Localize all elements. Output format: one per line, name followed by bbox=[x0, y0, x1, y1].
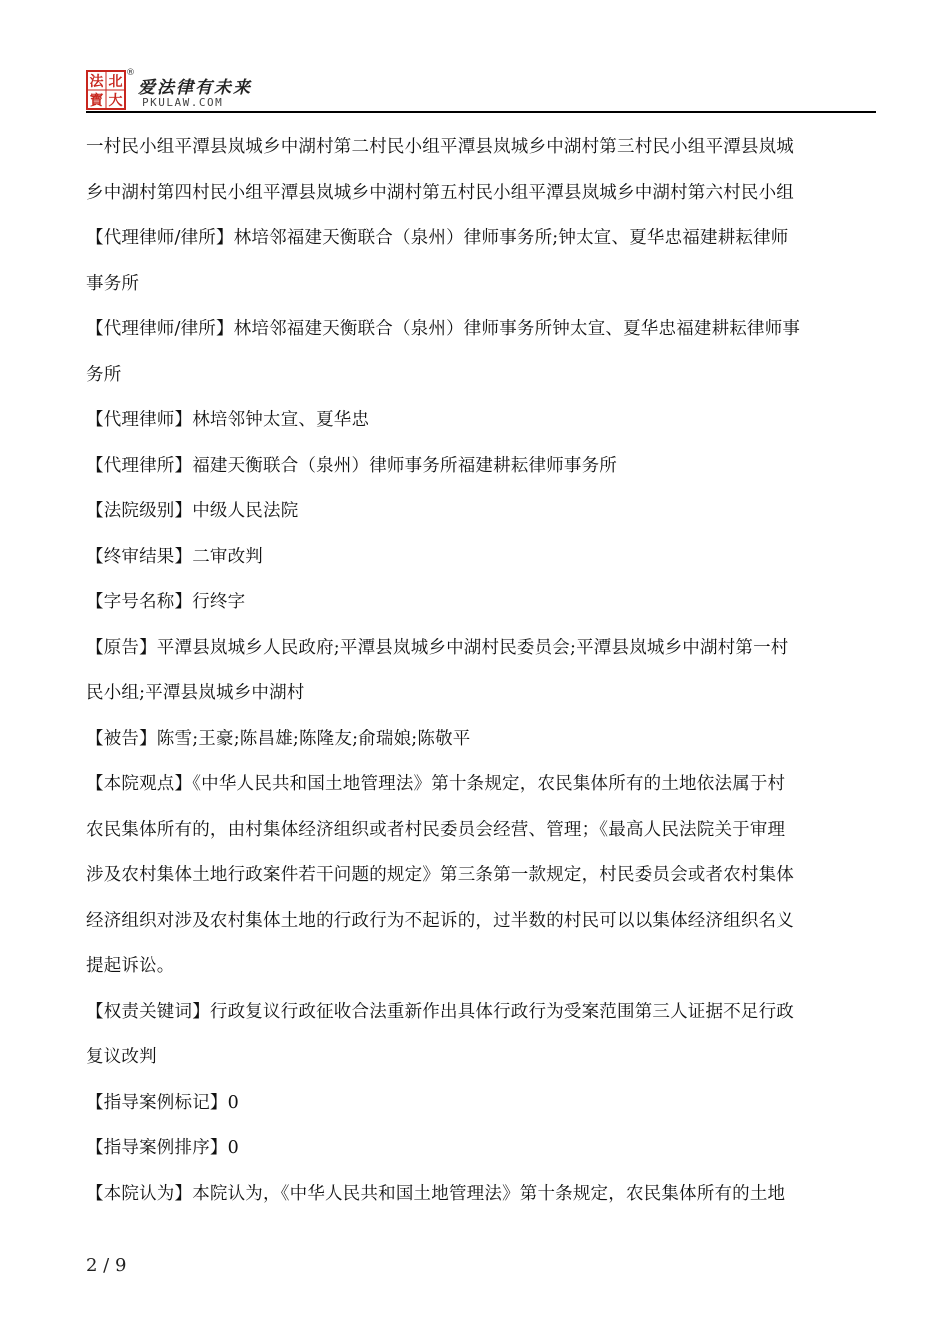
header-divider bbox=[86, 111, 876, 113]
text-line: 【权责关键词】行政复议行政征收合法重新作出具体行政行为受案范围第三人证据不足行政 bbox=[86, 1001, 794, 1022]
text-line: 【指导案例排序】0 bbox=[86, 1138, 239, 1158]
svg-text:北: 北 bbox=[108, 74, 123, 90]
svg-text:大: 大 bbox=[108, 93, 123, 109]
text-line: 农民集体所有的，由村集体经济组织或者村民委员会经营、管理；《最高人民法院关于审理 bbox=[86, 819, 786, 840]
logo-slogan: 爱法律有未来 bbox=[138, 78, 252, 98]
text-line: 提起诉讼。 bbox=[86, 956, 175, 976]
text-line: 乡中湖村第四村民小组平潭县岚城乡中湖村第五村民小组平潭县岚城乡中湖村第六村民小组 bbox=[86, 182, 794, 203]
text-line: 一村民小组平潭县岚城乡中湖村第二村民小组平潭县岚城乡中湖村第三村民小组平潭县岚城 bbox=[86, 137, 794, 157]
text-line: 【本院认为】本院认为，《中华人民共和国土地管理法》第十条规定，农民集体所有的土地 bbox=[86, 1183, 786, 1204]
text-line: 【法院级别】中级人民法院 bbox=[86, 501, 299, 521]
text-line: 民小组;平潭县岚城乡中湖村 bbox=[86, 683, 305, 703]
text-line: 【代理律所】福建天衡联合（泉州）律师事务所福建耕耘律师事务所 bbox=[86, 455, 617, 476]
pkulaw-seal-logo bbox=[86, 70, 126, 110]
text-line: 经济组织对涉及农村集体土地的行政行为不起诉的，过半数的村民可以以集体经济组织名义 bbox=[86, 910, 794, 931]
document-body bbox=[86, 125, 866, 1217]
text-line: 务所 bbox=[86, 364, 122, 385]
svg-text:法: 法 bbox=[89, 74, 104, 90]
text-line: 【指导案例标记】0 bbox=[86, 1092, 239, 1113]
text-line: 事务所 bbox=[86, 273, 140, 294]
page-header bbox=[86, 70, 876, 112]
text-line: 【本院观点】《中华人民共和国土地管理法》第十条规定，农民集体所有的土地依法属于村 bbox=[86, 774, 786, 794]
text-line: 涉及农村集体土地行政案件若干问题的规定》第三条第一款规定，村民委员会或者农村集体 bbox=[86, 865, 794, 885]
text-line: 【代理律师/律所】林培邻福建天衡联合（泉州）律师事务所;钟太宣、夏华忠福建耕耘律师 bbox=[86, 228, 789, 248]
text-line: 【被告】陈雪;王豪;陈昌雄;陈隆友;俞瑞娘;陈敬平 bbox=[86, 728, 471, 749]
text-line: 【代理律师】林培邻钟太宣、夏华忠 bbox=[86, 410, 370, 430]
svg-text:寳: 寳 bbox=[89, 93, 104, 109]
text-line: 【终审结果】二审改判 bbox=[86, 546, 263, 567]
text-line: 【原告】平潭县岚城乡人民政府;平潭县岚城乡中湖村民委员会;平潭县岚城乡中湖村第一村 bbox=[86, 637, 789, 658]
text-line: 【代理律师/律所】林培邻福建天衡联合（泉州）律师事务所钟太宣、夏华忠福建耕耘律师事 bbox=[86, 319, 801, 339]
registered-mark: ® bbox=[126, 68, 135, 78]
text-line: 复议改判 bbox=[86, 1047, 157, 1067]
logo-url: PKULAW.COM bbox=[142, 96, 224, 109]
text-line: 【字号名称】行终字 bbox=[86, 592, 246, 612]
page-number: 2 / 9 bbox=[86, 1255, 127, 1276]
